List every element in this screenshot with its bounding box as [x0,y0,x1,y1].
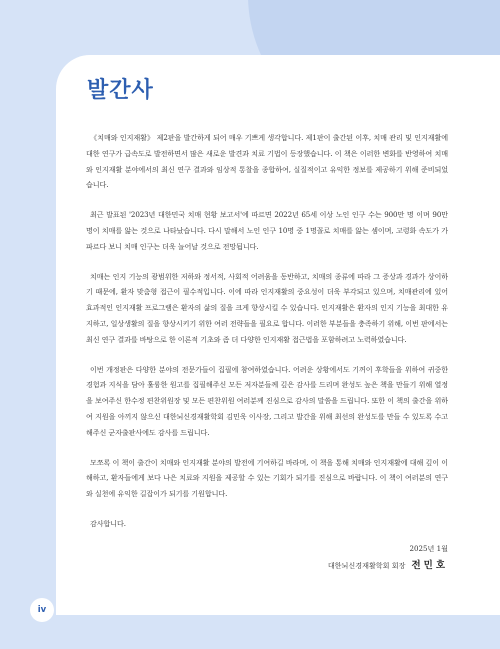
page-number: iv [30,598,54,622]
author-name: 전민호 [411,560,448,571]
signature-line [328,557,448,571]
page-title: 발간사 [87,78,154,103]
closing-text: 감사합니다. [90,518,126,528]
publication-date: 2025년 1월 [409,544,448,553]
author-role: 대한뇌신경재활학회 회장 [327,561,406,570]
paragraph-4: 이번 개정판은 다양한 분야의 전문가들이 집필에 참여하였습니다. 어려운 상황에서도 기꺼이 후학들을 위하여 귀중한 경험과 지식을 담아 훌륭한 원고를 집필해주신 모든 저자분들께 깊은 감사를 드리며 완성도 높은 책을 만들기 위해 열정을 보여주신 한수정 편찬위원장 및 모든 편찬위원 여러분께 진심으로 감사의 말씀을 드립니다. 또한 이 책의 출간을 위하여 지원을 아끼지 않으신 대한뇌신경재활학회 김민욱 이사장, 그리고 발간을 위해 최선의 완성도를 만들 수 있도록 수고해주신 군자출판사에도 감사를 드립니다. [86,364,448,437]
paragraph-5: 모쪼록 이 책이 출간이 치매와 인지재활 분야의 발전에 기여하길 바라며, 이 책을 통해 치매와 인지재활에 대해 깊이 이해하고, 환자들에게 보다 나은 치료와 지원을 제공할 수 있는 기회가 되기를 진심으로 바랍니다. 이 책이 여러분의 연구와 실천에 유익한 길잡이가 되기를 기원합니다. [86,457,448,499]
body-text [86,130,448,546]
paragraph-1: 《치매와 인지재활》 제2판을 발간하게 되어 매우 기쁘게 생각합니다. 제1판이 출간된 이후, 치매 관리 및 인지재활에 대한 연구가 급속도로 발전하면서 많은 새로운 발견과 치료 기법이 등장했습니다. 이 책은 이러한 변화를 반영하여 치매와 인지재활 분야에서의 최신 연구 결과와 임상적 통찰을 종합하여, 실질적이고 유익한 정보를 제공하기 위해 준비되었습니다. [86,133,448,190]
paragraph-2: 최근 발표된 '2023년 대한민국 치매 현황 보고서'에 따르면 2022년 65세 이상 노인 인구 수는 900만 명 이며 90만 명이 치매를 앓는 것으로 나타났습니다. 다시 말해서 노인 인구 10명 중 1명꼴로 치매를 앓는 셈이며, 고령화 속도가 가파르다 보니 치매 인구는 더욱 늘어날 것으로 전망됩니다. [86,210,448,251]
paragraph-3: 치매는 인지 기능의 광범위한 저하와 정서적, 사회적 어려움을 동반하고, 치매의 종류에 따라 그 증상과 경과가 상이하기 때문에, 환자 맞춤형 접근이 필수적입니다. 이에 따라 인지재활의 중요성이 더욱 부각되고 있으며, 치매관리에 있어 효과적인 인지재활 프로그램은 환자의 삶의 질을 크게 향상시킬 수 있습니다. 인지재활은 환자의 인지 기능을 최대한 유지하고, 일상생활의 질을 향상시키기 위한 여러 전략들을 필요로 합니다. 이러한 부분들을 충족하기 위해, 이번 판에서는 최신 연구 결과를 바탕으로 한 이론적 기초와 좀 더 다양한 인지재활 접근법을 포함하려고 노력하였습니다. [86,271,448,344]
